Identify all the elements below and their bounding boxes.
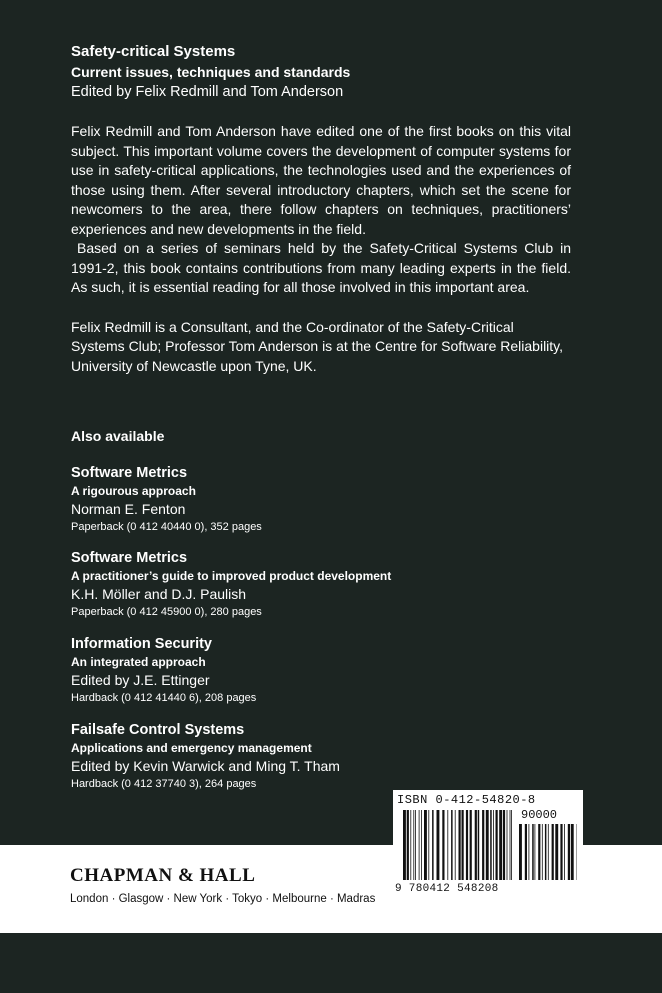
related-book-subtitle: A practitioner’s guide to improved product development <box>71 569 392 583</box>
related-book-author: K.H. Möller and D.J. Paulish <box>71 586 247 602</box>
publisher-cities: London · Glasgow · New York · Tokyo · Melbourne · Madras <box>70 893 376 905</box>
related-book-details: Paperback (0 412 40440 0), 352 pages <box>71 521 262 533</box>
related-book-title: Information Security <box>71 636 212 652</box>
related-book-details: Paperback (0 412 45900 0), 280 pages <box>71 606 262 618</box>
book-editors: Edited by Felix Redmill and Tom Anderson <box>71 84 344 100</box>
related-book-4 <box>71 721 471 793</box>
related-book-author: Edited by Kevin Warwick and Ming T. Tham <box>71 758 340 774</box>
related-book-title: Software Metrics <box>71 465 188 481</box>
publisher-block <box>70 865 375 905</box>
barcode-bars-icon <box>403 810 513 880</box>
related-book-title: Failsafe Control Systems <box>71 722 245 738</box>
barcode <box>393 790 583 902</box>
related-book-details: Hardback (0 412 41440 6), 208 pages <box>71 692 257 704</box>
related-book-author: Norman E. Fenton <box>71 501 186 517</box>
description <box>71 122 571 298</box>
book-title: Safety-critical Systems <box>71 43 236 60</box>
also-available-heading: Also available <box>71 428 165 444</box>
related-book-1 <box>71 464 471 536</box>
barcode-addon-bars-icon <box>519 824 577 880</box>
barcode-number: 9 780412 548208 <box>395 883 499 895</box>
isbn-text: ISBN 0-412-54820-8 <box>397 793 536 807</box>
related-book-subtitle: An integrated approach <box>71 655 206 669</box>
related-book-3 <box>71 635 471 707</box>
description-paragraph-1: Felix Redmill and Tom Anderson have edited one of the first books on this vital subject. This important volume covers the development of computer systems for use in safety-critical applications, the technologies used and the experiences of those using them. After several introductory chapters, which set the scene for newcomers to the area, there follow chapters on techniques, practitioners’ experiences and new developments in the field. <box>71 123 571 237</box>
related-book-subtitle: A rigourous approach <box>71 484 196 498</box>
related-book-details: Hardback (0 412 37740 3), 264 pages <box>71 778 257 790</box>
related-book-2 <box>71 549 471 621</box>
author-bio: Felix Redmill is a Consultant, and the Co-ordinator of the Safety-Critical Systems Club; Professor Tom Anderson is at the Centre for Software Reliability, University of Newcastle upon Tyne, UK. <box>71 318 564 374</box>
description-paragraph-2: Based on a series of seminars held by the Safety-Critical Systems Club in 1991-2, this book contains contributions from many leading experts in the field. As such, it is essential reading for all those involved in this important area. <box>71 240 571 295</box>
book-subtitle: Current issues, techniques and standards <box>71 64 351 80</box>
related-book-title: Software Metrics <box>71 550 188 566</box>
barcode-addon-number: 90000 <box>521 808 558 822</box>
publisher-name: CHAPMAN & HALL <box>70 865 256 886</box>
related-book-author: Edited by J.E. Ettinger <box>71 672 210 688</box>
related-book-subtitle: Applications and emergency management <box>71 741 312 755</box>
header-block <box>71 42 571 390</box>
